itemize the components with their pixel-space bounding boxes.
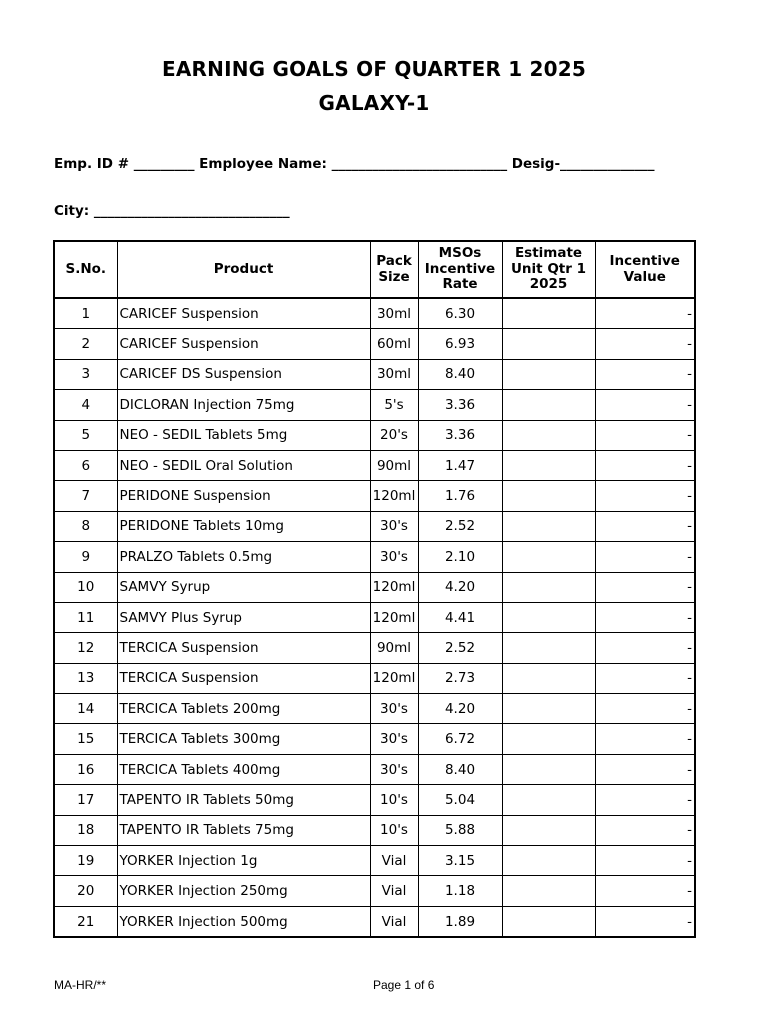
cell-estimate-unit[interactable] [502,420,595,450]
header-pack-size: Pack Size [370,241,418,298]
cell-sno: 12 [54,633,117,663]
cell-estimate-unit[interactable] [502,542,595,572]
cell-estimate-unit[interactable] [502,572,595,602]
cell-incentive-value: - [595,420,695,450]
cell-product: YORKER Injection 1g [117,846,370,876]
table-row [54,329,695,359]
table-row [54,906,695,937]
cell-product: YORKER Injection 500mg [117,906,370,937]
cell-sno: 14 [54,694,117,724]
cell-incentive-rate: 1.18 [418,876,502,906]
table-row [54,481,695,511]
cell-pack-size: 30's [370,724,418,754]
cell-sno: 21 [54,906,117,937]
table-row [54,450,695,480]
table-row [54,390,695,420]
cell-estimate-unit[interactable] [502,450,595,480]
header-incentive-rate: MSOs Incentive Rate [418,241,502,298]
cell-product: PERIDONE Suspension [117,481,370,511]
cell-sno: 10 [54,572,117,602]
footer-reference: MA-HR/** [54,978,107,992]
table-row [54,846,695,876]
cell-estimate-unit[interactable] [502,815,595,845]
cell-incentive-rate: 4.20 [418,694,502,724]
cell-sno: 2 [54,329,117,359]
cell-pack-size: 120ml [370,663,418,693]
cell-incentive-value: - [595,390,695,420]
cell-incentive-rate: 2.52 [418,511,502,541]
cell-product: CARICEF Suspension [117,329,370,359]
cell-estimate-unit[interactable] [502,694,595,724]
cell-incentive-value: - [595,906,695,937]
cell-pack-size: 30ml [370,298,418,329]
header-product: Product [117,241,370,298]
cell-pack-size: 5's [370,390,418,420]
cell-incentive-value: - [595,663,695,693]
cell-incentive-rate: 2.10 [418,542,502,572]
cell-estimate-unit[interactable] [502,876,595,906]
cell-estimate-unit[interactable] [502,906,595,937]
cell-estimate-unit[interactable] [502,481,595,511]
cell-sno: 11 [54,602,117,632]
cell-incentive-rate: 2.73 [418,663,502,693]
cell-incentive-rate: 3.36 [418,390,502,420]
cell-pack-size: 120ml [370,602,418,632]
cell-pack-size: 20's [370,420,418,450]
cell-sno: 19 [54,846,117,876]
cell-product: PERIDONE Tablets 10mg [117,511,370,541]
cell-estimate-unit[interactable] [502,298,595,329]
cell-incentive-rate: 3.36 [418,420,502,450]
cell-incentive-value: - [595,694,695,724]
cell-product: SAMVY Plus Syrup [117,602,370,632]
cell-pack-size: 120ml [370,481,418,511]
cell-incentive-value: - [595,511,695,541]
header-sno: S.No. [54,241,117,298]
cell-product: DICLORAN Injection 75mg [117,390,370,420]
cell-incentive-value: - [595,298,695,329]
cell-sno: 15 [54,724,117,754]
cell-sno: 7 [54,481,117,511]
cell-incentive-value: - [595,754,695,784]
cell-incentive-value: - [595,481,695,511]
cell-estimate-unit[interactable] [502,329,595,359]
cell-sno: 16 [54,754,117,784]
cell-estimate-unit[interactable] [502,633,595,663]
cell-incentive-value: - [595,450,695,480]
header-incentive-value: Incentive Value [595,241,695,298]
header-estimate-unit: Estimate Unit Qtr 1 2025 [502,241,595,298]
cell-sno: 17 [54,785,117,815]
cell-sno: 6 [54,450,117,480]
cell-pack-size: 60ml [370,329,418,359]
cell-estimate-unit[interactable] [502,390,595,420]
cell-sno: 20 [54,876,117,906]
table-row [54,359,695,389]
cell-product: TERCICA Tablets 200mg [117,694,370,724]
table-row [54,572,695,602]
cell-incentive-rate: 6.93 [418,329,502,359]
cell-estimate-unit[interactable] [502,754,595,784]
cell-product: NEO - SEDIL Tablets 5mg [117,420,370,450]
cell-product: TAPENTO IR Tablets 75mg [117,815,370,845]
document-title: EARNING GOALS OF QUARTER 1 2025 [162,57,586,81]
cell-incentive-value: - [595,329,695,359]
cell-incentive-rate: 5.88 [418,815,502,845]
table-row [54,420,695,450]
cell-incentive-rate: 1.76 [418,481,502,511]
cell-product: TERCICA Tablets 300mg [117,724,370,754]
cell-incentive-rate: 2.52 [418,633,502,663]
cell-pack-size: 30's [370,694,418,724]
table-row [54,663,695,693]
cell-estimate-unit[interactable] [502,602,595,632]
cell-incentive-rate: 4.20 [418,572,502,602]
cell-incentive-value: - [595,572,695,602]
cell-sno: 5 [54,420,117,450]
table-row [54,694,695,724]
table-row [54,785,695,815]
cell-sno: 4 [54,390,117,420]
table-row [54,602,695,632]
table-row [54,298,695,329]
cell-incentive-value: - [595,542,695,572]
cell-product: TERCICA Suspension [117,633,370,663]
cell-pack-size: 90ml [370,450,418,480]
cell-incentive-rate: 8.40 [418,754,502,784]
cell-sno: 13 [54,663,117,693]
cell-incentive-value: - [595,724,695,754]
cell-sno: 3 [54,359,117,389]
cell-incentive-rate: 1.47 [418,450,502,480]
cell-product: SAMVY Syrup [117,572,370,602]
cell-pack-size: 120ml [370,572,418,602]
cell-product: TAPENTO IR Tablets 50mg [117,785,370,815]
cell-sno: 8 [54,511,117,541]
table-row [54,511,695,541]
cell-incentive-value: - [595,846,695,876]
cell-incentive-value: - [595,876,695,906]
cell-sno: 18 [54,815,117,845]
cell-pack-size: Vial [370,876,418,906]
table-row [54,633,695,663]
table-row [54,542,695,572]
cell-product: YORKER Injection 250mg [117,876,370,906]
table-row [54,754,695,784]
cell-incentive-rate: 4.41 [418,602,502,632]
cell-incentive-rate: 6.72 [418,724,502,754]
cell-estimate-unit[interactable] [502,663,595,693]
cell-product: TERCICA Suspension [117,663,370,693]
city-line: City: _____________________________ [54,203,290,219]
cell-estimate-unit[interactable] [502,359,595,389]
cell-pack-size: Vial [370,846,418,876]
cell-estimate-unit[interactable] [502,511,595,541]
cell-product: PRALZO Tablets 0.5mg [117,542,370,572]
cell-incentive-rate: 8.40 [418,359,502,389]
table-row [54,876,695,906]
cell-pack-size: 30's [370,754,418,784]
page-number: Page 1 of 6 [373,978,435,992]
cell-product: CARICEF Suspension [117,298,370,329]
cell-estimate-unit[interactable] [502,724,595,754]
cell-pack-size: 30's [370,511,418,541]
cell-incentive-value: - [595,633,695,663]
cell-pack-size: Vial [370,906,418,937]
cell-pack-size: 30's [370,542,418,572]
cell-incentive-value: - [595,359,695,389]
cell-sno: 1 [54,298,117,329]
table-row [54,724,695,754]
cell-incentive-rate: 6.30 [418,298,502,329]
cell-product: NEO - SEDIL Oral Solution [117,450,370,480]
cell-estimate-unit[interactable] [502,846,595,876]
cell-incentive-rate: 5.04 [418,785,502,815]
cell-estimate-unit[interactable] [502,785,595,815]
table-body [54,298,695,937]
cell-pack-size: 10's [370,815,418,845]
cell-incentive-value: - [595,602,695,632]
table-row [54,815,695,845]
cell-incentive-rate: 1.89 [418,906,502,937]
cell-sno: 9 [54,542,117,572]
cell-product: TERCICA Tablets 400mg [117,754,370,784]
incentive-table [53,240,696,938]
cell-incentive-rate: 3.15 [418,846,502,876]
document-subtitle: GALAXY-1 [318,91,430,115]
employee-info-line: Emp. ID # _________ Employee Name: __________________________ Desig-______________ [54,156,655,172]
table-header-row [54,241,695,298]
cell-incentive-value: - [595,785,695,815]
cell-pack-size: 10's [370,785,418,815]
cell-product: CARICEF DS Suspension [117,359,370,389]
cell-pack-size: 90ml [370,633,418,663]
cell-pack-size: 30ml [370,359,418,389]
cell-incentive-value: - [595,815,695,845]
